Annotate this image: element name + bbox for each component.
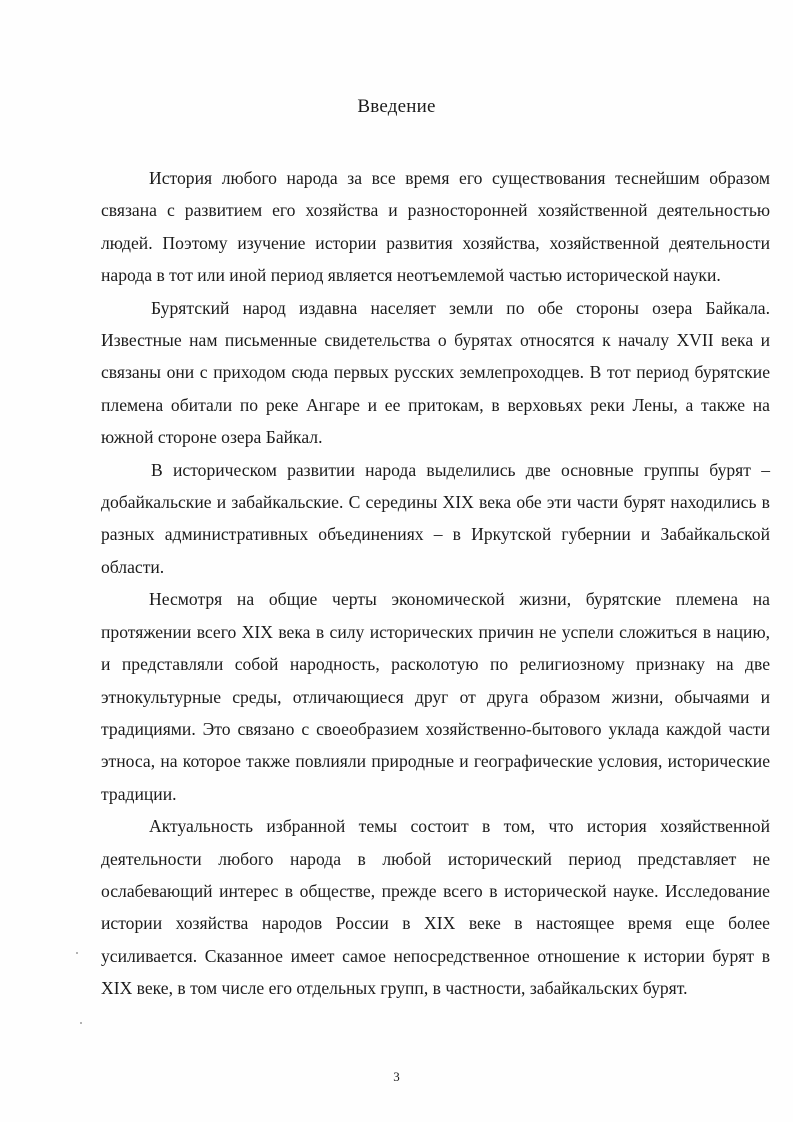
paragraph-1: История любого народа за все время его существования теснейшим образом связана с развитием его хозяйства и разносторонней хозяйственной деятельностью людей. Поэтому изучение истории развития хозяйства, хозяйственной деятельности народа в тот или иной период является неотъемлемой частью исторической науки. xyxy=(101,168,770,286)
scan-speck xyxy=(80,1022,82,1024)
paragraph-2: Бурятский народ издавна населяет земли по обе стороны озера Байкала. Известные нам письменные свидетельства о бурятах относятся к началу XVII века и связаны они с приходом сюда первых русских землепроходцев. В тот период бурятские племена обитали по реке Ангаре и ее притокам, в верховьях реки Лены, а также на южной стороне озера Байкал. xyxy=(101,297,770,448)
scan-speck xyxy=(76,952,78,954)
page-number: 3 xyxy=(393,1069,400,1084)
paragraph-3: В историческом развитии народа выделились две основные группы бурят – добайкальские и забайкальские. С середины XIX века обе эти части бурят находились в разных административных объединениях – в Иркутской губернии и Забайкальской области. xyxy=(101,459,770,577)
paragraph-4: Несмотря на общие черты экономической жизни, бурятские племена на протяжении всего XIX века в силу исторических причин не успели сложиться в нацию, и представляли собой народность, расколотую по религиозному признаку на две этнокультурные среды, отличающиеся друг от друга образом жизни, обычаями и традициями. Это связано с своеобразием хозяйственно-бытового уклада каждой части этноса, на которое также повлияли природные и географические условия, исторические традиции. xyxy=(101,589,770,804)
body-text xyxy=(101,162,770,1005)
page-title: Введение xyxy=(357,96,436,117)
paragraph-5: Актуальность избранной темы состоит в том, что история хозяйственной деятельности любого народа в любой исторический период представляет не ослабевающий интерес в обществе, прежде всего в исторической науке. Исследование истории хозяйства народов России в XIX веке в настоящее время еще более усиливается. Сказанное имеет самое непосредственное отношение к истории бурят в XIX веке, в том числе его отдельных групп, в частности, забайкальских бурят. xyxy=(101,816,770,999)
